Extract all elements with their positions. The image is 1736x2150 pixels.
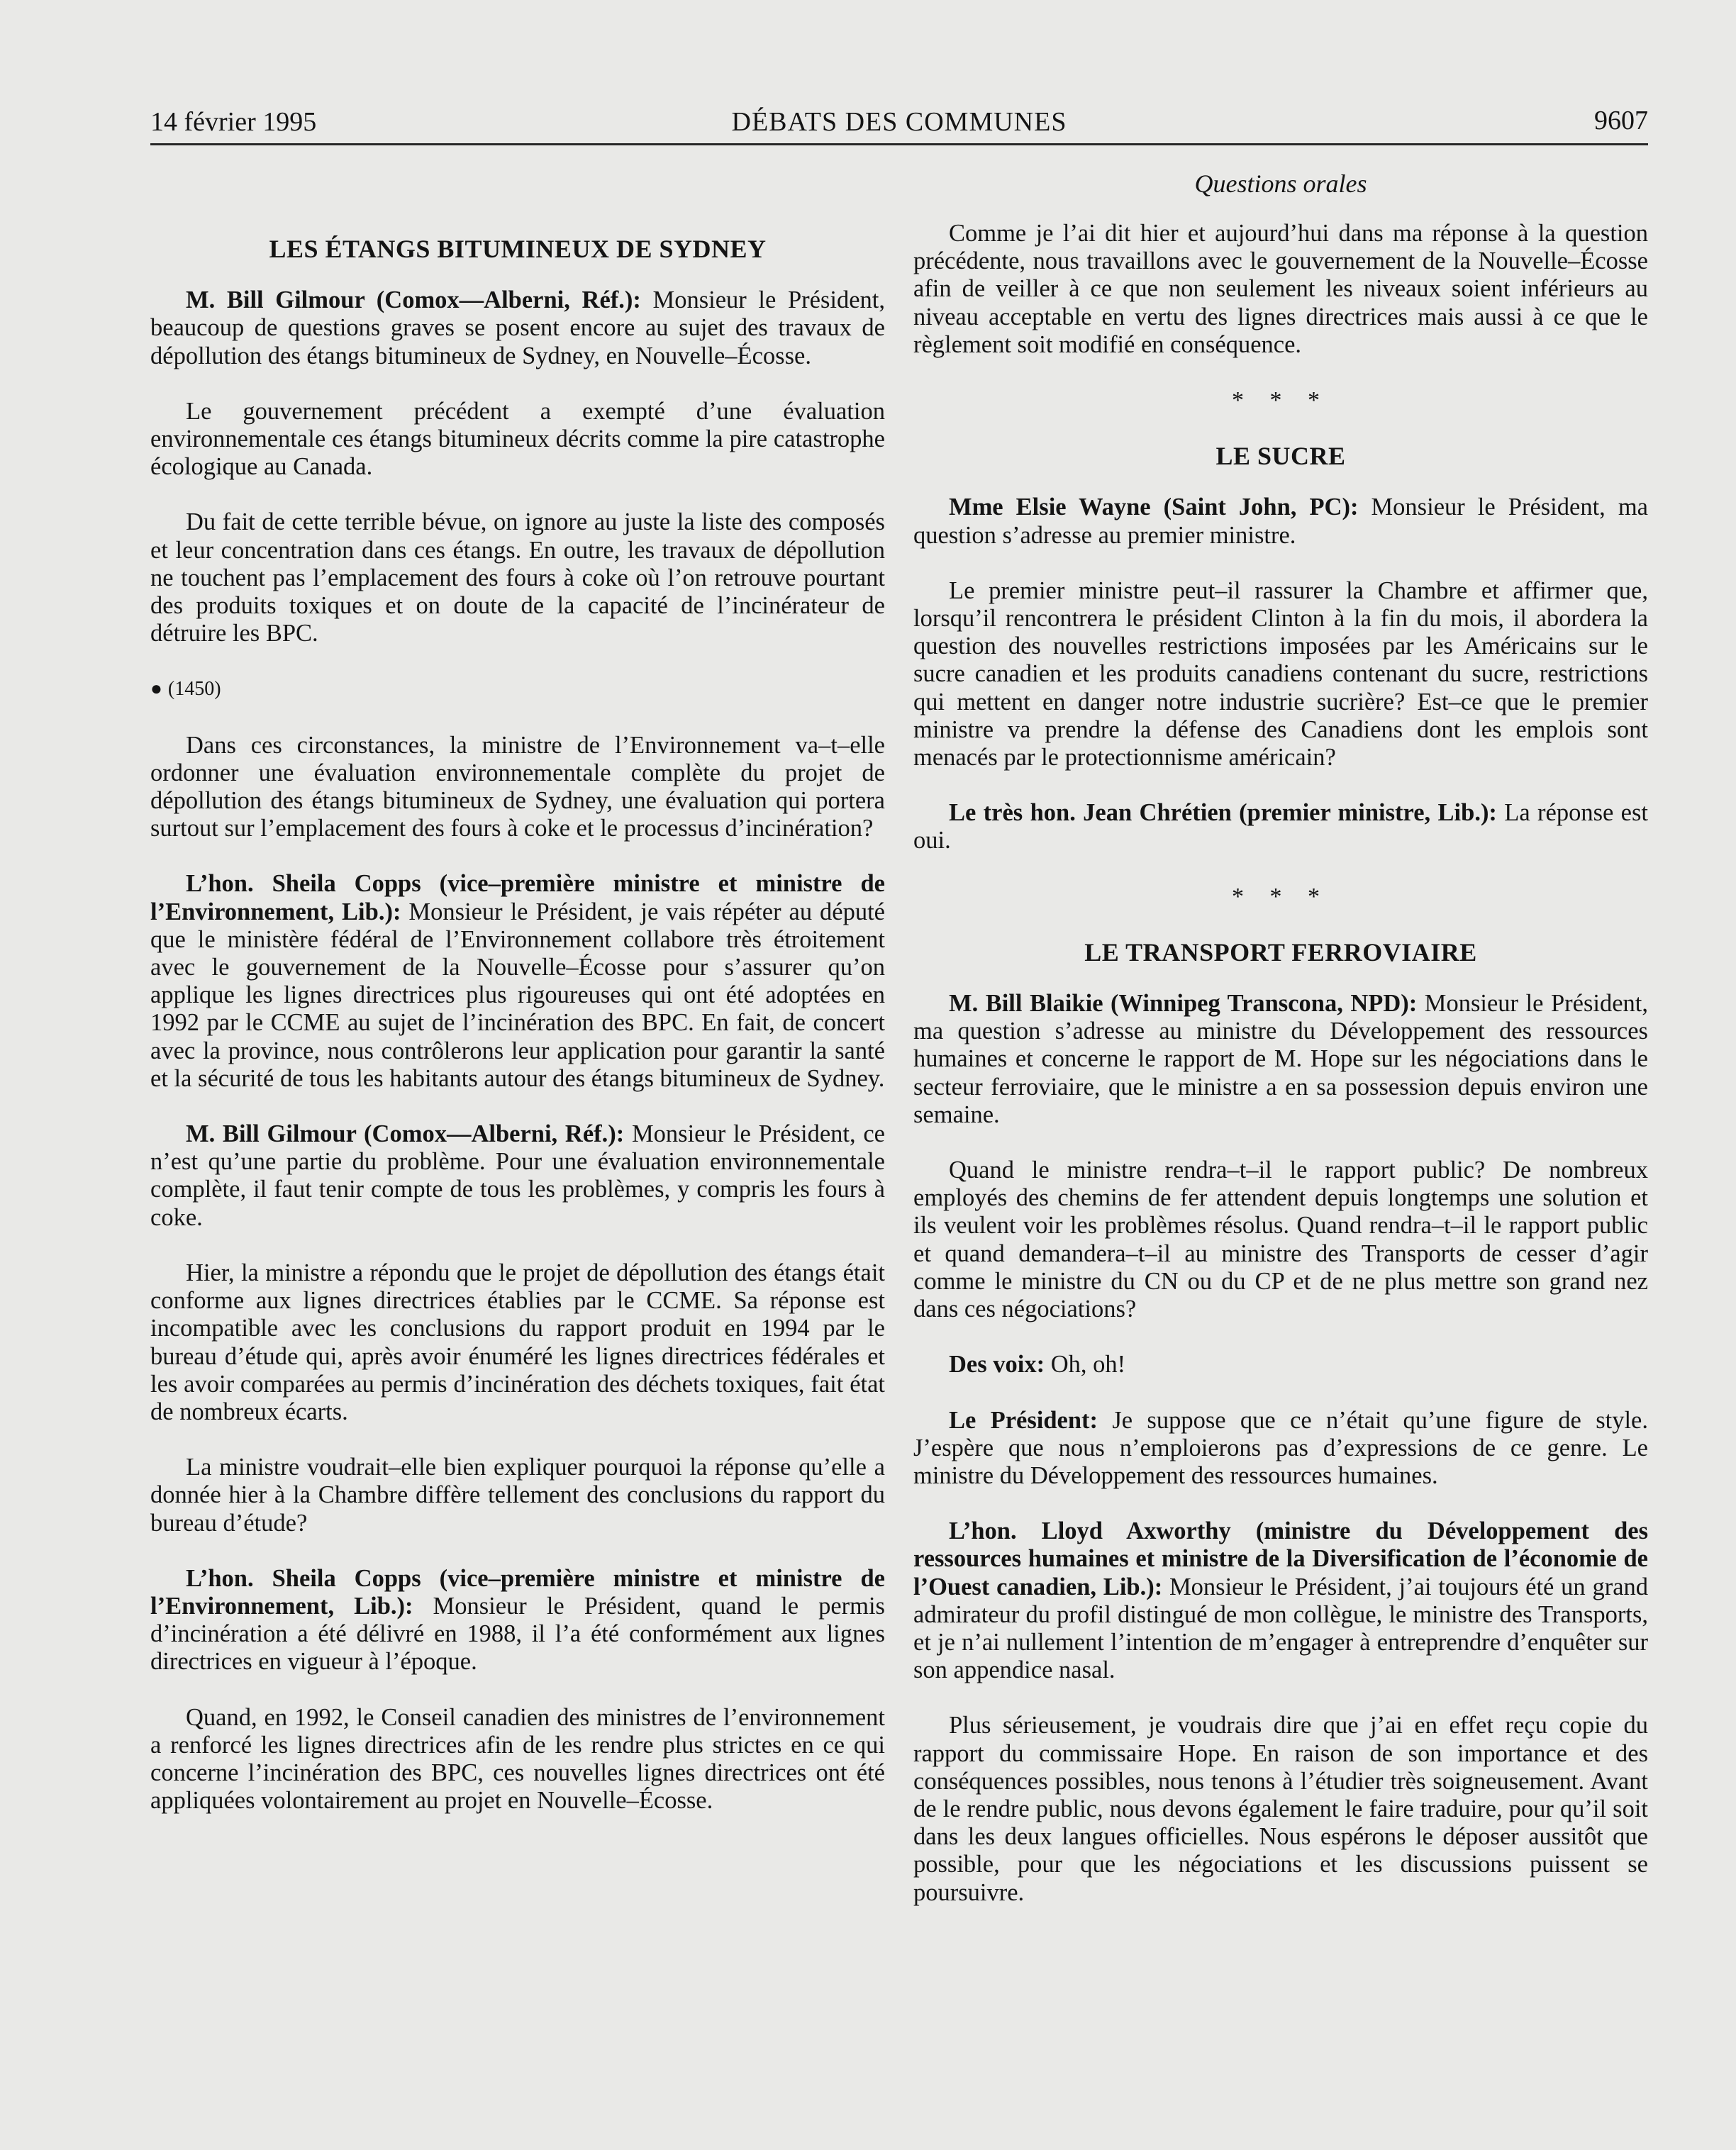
paragraph <box>913 1351 1648 1378</box>
paragraph: Comme je l’ai dit hier et aujourd’hui dans ma réponse à la question précédente, nous travaillons avec le gouvernement de la Nouvelle–Écosse afin de veiller à ce que non seulement les niveaux soient inférieurs au niveau acceptable en vertu des lignes directrices mais aussi à ce que le règlement soit modifié en conséquence. <box>913 220 1648 358</box>
speech-text: Monsieur le Président, ma question s’adresse au ministre du Développement des ressources humaines et concerne le rapport de M. Hope sur les négociations dans le secteur ferroviaire, que le ministre a en sa possession depuis environ une semaine. <box>913 990 1648 1128</box>
paragraph: La ministre voudrait–elle bien expliquer pourquoi la réponse qu’elle a donnée hier à la Chambre diffère tellement des conclusions du rapport du bureau d’étude? <box>150 1454 885 1537</box>
section-label: Questions orales <box>1194 169 1367 198</box>
paragraph <box>150 870 885 1093</box>
paragraph <box>913 1407 1648 1491</box>
speaker-name: Le très hon. Jean Chrétien (premier ministre, Lib.): <box>949 799 1497 827</box>
header-rule <box>150 143 1648 145</box>
speaker-name: L’hon. Lloyd Axworthy (ministre du Développement des ressources humaines et ministre de la Diversification de l’économie de l’Ouest canadien, Lib.): <box>913 1517 1648 1600</box>
section-heading-sucre: LE SUCRE <box>1215 442 1346 471</box>
timestamp: (1450) <box>167 678 221 701</box>
speech-text: Monsieur le Président, beaucoup de questions graves se posent encore au sujet des travaux de dépollution des étangs bitumineux de Sydney, en Nouvelle–Écosse. <box>150 286 885 369</box>
right-column <box>913 170 1648 1934</box>
paragraph <box>913 990 1648 1129</box>
paragraph <box>150 1565 885 1676</box>
speech-text: Monsieur le Président, j’ai toujours été un grand admirateur du profil distingué de mon collègue, le ministre des Transports, et je n’ai nullement l’intention de m’engager à entreprendre d’enquêter sur son appendice nasal. <box>913 1573 1649 1684</box>
paragraph <box>150 286 885 370</box>
speaker-name: M. Bill Gilmour (Comox—Alberni, Réf.): <box>186 1120 625 1148</box>
paragraph <box>150 1120 885 1232</box>
page-number: 9607 <box>1594 106 1648 135</box>
running-head <box>150 106 1648 149</box>
speaker-name: Le Président: <box>949 1406 1098 1434</box>
speaker-name: L’hon. Sheila Copps (vice–première ministre et ministre de l’Environnement, Lib.): <box>150 870 885 925</box>
speech-text: Oh, oh! <box>1045 1351 1126 1378</box>
paragraph: Hier, la ministre a répondu que le projet de dépollution des étangs était conforme aux lignes directrices établies par le CCME. Sa réponse est incompatible avec les conclusions du rapport produit en 1994 par le bureau d’étude qui, après avoir énuméré les lignes directrices fédérales et les avoir comparées au permis d’incinération des déchets toxiques, fait état de nombreux écarts. <box>150 1259 885 1425</box>
section-separator: * * * <box>1232 387 1330 414</box>
speech-text: Monsieur le Président, je vais répéter au député que le ministère fédéral de l’Environnement collabore très étroitement avec le gouvernement de la Nouvelle–Écosse pour s’assurer qu’on applique les lignes directrices plus rigoureuses qui ont été adoptées en 1992 par le CCME au sujet de l’incinération des BPC. En fait, de concert avec la province, nous contrôlerons leur application pour garantir la santé et la sécurité de tous les habitants autour des étangs bitumineux de Sydney. <box>150 898 885 1092</box>
speaker-name: M. Bill Blaikie (Winnipeg Transcona, NPD): <box>949 990 1418 1018</box>
speaker-name: L’hon. Sheila Copps (vice–première ministre et ministre de l’Environnement, Lib.): <box>150 1564 885 1620</box>
speech-text: Je suppose que ce n’était qu’une figure de style. J’espère que nous n’emploierons pas d’expressions de ce genre. Le ministre du Développement des ressources humaines. <box>913 1406 1648 1489</box>
speech-text: Monsieur le Président, ce n’est qu’une partie du problème. Pour une évaluation environnementale complète, il faut tenir compte de tous les problèmes, y compris les fours à coke. <box>150 1120 885 1231</box>
bullet-icon: ● <box>150 678 162 701</box>
paragraph: Quand, en 1992, le Conseil canadien des ministres de l’environnement a renforcé les lignes directrices afin de les rendre plus strictes en ce qui concerne l’incinération des BPC, ces nouvelles lignes directrices ont été appliquées volontairement au projet en Nouvelle–Écosse. <box>150 1703 885 1815</box>
paragraph: Du fait de cette terrible bévue, on ignore au juste la liste des composés et leur concentration dans ces étangs. En outre, les travaux de dépollution ne touchent pas l’emplacement des fours à coke où l’on retrouve pourtant des produits toxiques et on doute de la capacité de l’incinérateur de détruire les BPC. <box>150 508 885 647</box>
paragraph: Le gouvernement précédent a exempté d’une évaluation environnementale ces étangs bitumineux décrits comme la pire catastrophe écologique au Canada. <box>150 397 885 481</box>
paragraph: Dans ces circonstances, la ministre de l’Environnement va–t–elle ordonner une évaluation environnementale complète du projet de dépollution des étangs bitumineux de Sydney, une évaluation qui portera surtout sur l’emplacement des fours à coke et le processus d’incinération? <box>150 731 885 842</box>
paragraph: Quand le ministre rendra–t–il le rapport public? De nombreux employés des chemins de fer attendent depuis longtemps une solution et ils veulent voir les problèmes résolus. Quand rendra–t–il le rapport public et quand demandera–t–il au ministre des Transports de cesser d’agir comme le ministre du CN ou du CP et de ne plus mettre son grand nez dans ces négociations? <box>913 1157 1648 1323</box>
section-heading-sydney: LES ÉTANGS BITUMINEUX DE SYDNEY <box>269 235 767 263</box>
left-column <box>150 170 885 1842</box>
speech-text: Monsieur le Président, quand le permis d’incinération a été délivré en 1988, il l’a été conformément aux lignes directrices en vigueur à l’époque. <box>150 1592 885 1676</box>
paragraph <box>913 799 1648 854</box>
speaker-name: Des voix: <box>949 1351 1045 1378</box>
section-heading-ferroviaire: LE TRANSPORT FERROVIAIRE <box>1084 937 1477 967</box>
speaker-name: M. Bill Gilmour (Comox—Alberni, Réf.): <box>186 286 641 314</box>
speaker-name: Mme Elsie Wayne (Saint John, PC): <box>949 494 1359 521</box>
timestamp-marker <box>150 675 885 703</box>
section-separator: * * * <box>1232 883 1330 910</box>
header-date: 14 février 1995 <box>150 107 317 137</box>
paragraph: Le premier ministre peut–il rassurer la Chambre et affirmer que, lorsqu’il rencontrera le président Clinton à la fin du mois, il abordera la question des nouvelles restrictions imposées par les Américains sur le sucre canadien et les produits canadiens contenant du sucre, restrictions qui mettent en danger notre industrie sucrière? Est–ce que le premier ministre va prendre la défense des Canadiens dont les emplois sont menacés par le protectionnisme américain? <box>913 577 1648 772</box>
speech-text: La réponse est oui. <box>913 799 1648 854</box>
paragraph <box>913 1517 1648 1684</box>
speech-text: Monsieur le Président, ma question s’adresse au premier ministre. <box>913 494 1648 549</box>
header-title: DÉBATS DES COMMUNES <box>731 107 1067 137</box>
paragraph: Plus sérieusement, je voudrais dire que j’ai en effet reçu copie du rapport du commissaire Hope. En raison de son importance et des conséquences possibles, nous tenons à l’étudier très soigneusement. Avant de le rendre public, nous devons également le faire traduire, pour qu’il soit dans les deux langues officielles. Nous espérons le déposer aussitôt que possible, pour que les négociations et les discussions puissent se poursuivre. <box>913 1712 1648 1906</box>
paragraph <box>913 494 1648 549</box>
